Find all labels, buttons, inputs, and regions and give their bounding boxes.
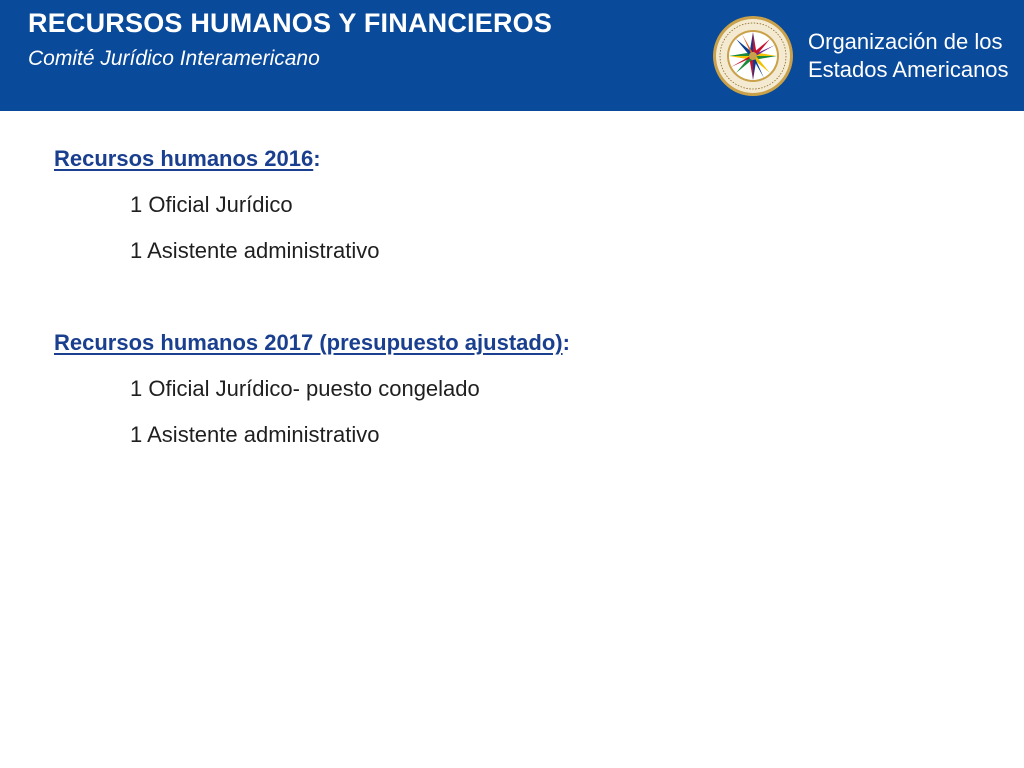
slide-subtitle: Comité Jurídico Interamericano (28, 47, 320, 70)
section-heading-2016-text: Recursos humanos 2016 (54, 146, 314, 171)
section-heading-2016-colon: : (313, 146, 321, 171)
oas-brand (712, 13, 1009, 99)
header-bar (0, 0, 1024, 111)
section-heading-2016 (54, 140, 994, 186)
oas-seal-logo (712, 15, 794, 97)
list-item: 1 Asistente administrativo (130, 238, 380, 263)
section-heading-2017 (54, 324, 994, 370)
section-heading-2017-colon: : (562, 330, 570, 355)
list-item: 1 Oficial Jurídico (130, 192, 293, 217)
section-heading-2017-text: Recursos humanos 2017 (presupuesto ajustado) (54, 330, 563, 355)
org-name (808, 28, 1009, 84)
list-item: 1 Oficial Jurídico- puesto congelado (130, 376, 480, 401)
spacer (54, 278, 994, 324)
org-name-line1: Organización de los (808, 29, 1003, 54)
slide-title: RECURSOS HUMANOS Y FINANCIEROS (28, 8, 553, 38)
slide-body (54, 140, 994, 462)
list-item: 1 Asistente administrativo (130, 422, 380, 447)
org-name-line2: Estados Americanos (808, 57, 1009, 82)
